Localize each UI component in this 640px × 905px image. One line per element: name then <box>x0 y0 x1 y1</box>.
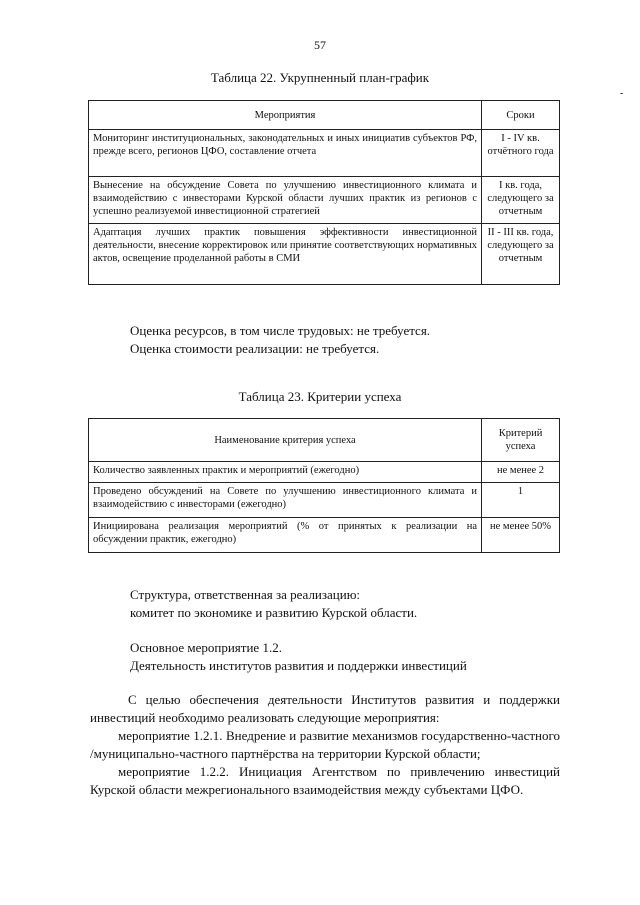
table22-term-cell: II - III кв. года, следующего за отчетным <box>482 224 560 285</box>
table23-name-cell: Инициирована реализация мероприятий (% от принятых к реализации на обсуждении практик, ежегодно) <box>89 518 482 553</box>
table-row <box>89 177 560 224</box>
table22 <box>88 100 560 285</box>
table22-activity-cell: Вынесение на обсуждение Совета по улучшению инвестиционного климата и взаимодействию с инвесторами Курской области лучших практик из регионов с успешно реализуемой инвестиционной стратегией <box>89 177 482 224</box>
table22-term-cell: I - IV кв. отчётного года <box>482 130 560 177</box>
table23-caption: Таблица 23. Критерии успеха <box>238 389 402 404</box>
table23-name-cell: Количество заявленных практик и мероприятий (ежегодно) <box>89 462 482 483</box>
table23-value-cell: не менее 50% <box>482 518 560 553</box>
table23-header-criterion: Критерий успеха <box>482 419 560 462</box>
body-item-2: мероприятие 1.2.2. Инициация Агентством по привлечению инвестиций Курской области межрегионального взаимодействия между субъектами ЦФО. <box>90 764 560 797</box>
page-number: 57 <box>314 38 326 52</box>
table22-activity-cell: Адаптация лучших практик повышения эффективности инвестиционной деятельности, внесение корректировок или принятие соответствующих нормативных актов, освещение проделанной работы в СМИ <box>89 224 482 285</box>
table-row <box>89 483 560 518</box>
body-item-1: мероприятие 1.2.1. Внедрение и развитие механизмов государственно-частного /муниципально-частного партнёрства на территории Курской области; <box>90 728 560 761</box>
main-activity-title: Деятельность институтов развития и поддержки инвестиций <box>130 658 467 673</box>
structure-committee: комитет по экономике и развитию Курской области. <box>130 605 418 620</box>
table-row <box>89 462 560 483</box>
table22-header-activities: Мероприятия <box>89 101 482 130</box>
stray-mark: - <box>620 88 624 99</box>
main-activity-number: Основное мероприятие 1.2. <box>130 640 282 655</box>
table22-header-row <box>89 101 560 130</box>
table22-activity-cell: Мониторинг институциональных, законодательных и иных инициатив субъектов РФ, прежде всего, регионов ЦФО, составление отчета <box>89 130 482 177</box>
structure-heading: Структура, ответственная за реализацию: <box>130 587 361 602</box>
table22-header-terms: Сроки <box>482 101 560 130</box>
body-intro: С целью обеспечения деятельности Институтов развития и поддержки инвестиций необходимо реализовать следующие мероприятия: <box>90 692 560 725</box>
table22-term-cell: I кв. года, следующего за отчетным <box>482 177 560 224</box>
table22-caption: Таблица 22. Укрупненный план-график <box>210 70 430 85</box>
table-row <box>89 224 560 285</box>
resources-estimate: Оценка ресурсов, в том числе трудовых: не требуется. <box>130 323 431 338</box>
body-text <box>90 691 560 799</box>
table23-header-row <box>89 419 560 462</box>
table23-name-cell: Проведено обсуждений на Совете по улучшению инвестиционного климата и взаимодействию с инвесторами (ежегодно) <box>89 483 482 518</box>
cost-estimate: Оценка стоимости реализации: не требуется. <box>130 341 380 356</box>
table-row <box>89 518 560 553</box>
table23-value-cell: не менее 2 <box>482 462 560 483</box>
table-row <box>89 130 560 177</box>
table23-value-cell: 1 <box>482 483 560 518</box>
table23-header-name: Наименование критерия успеха <box>89 419 482 462</box>
table23 <box>88 418 560 553</box>
